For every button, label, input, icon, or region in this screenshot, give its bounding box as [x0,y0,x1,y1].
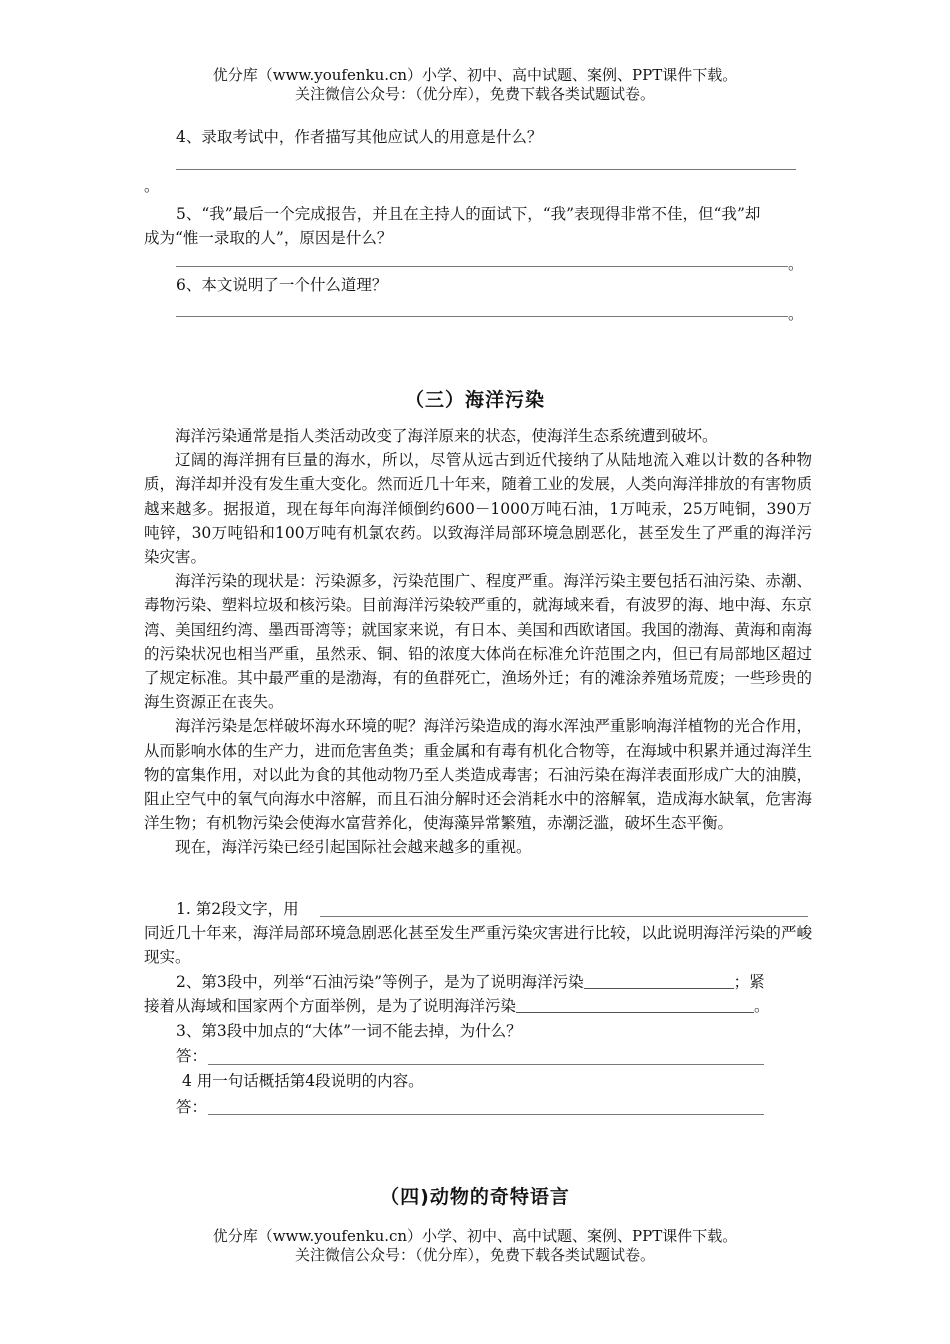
question-6-end-mark: 。 [788,305,804,323]
paragraph: 现在，海洋污染已经引起国际社会越来越多的重视。 [175,838,532,857]
answer-label: 答： [176,1047,208,1065]
question-2-text-c: 接着从海域和国家两个方面举例，是为了说明海洋污染 [144,997,517,1015]
question-2-text-a: 2、第3段中，列举“石油污染”等例子，是为了说明海洋污染 [176,973,584,991]
question-1-prefix: 1. 第2段文字，用 [176,900,299,918]
page-footer-line1: 优分库（www.youfenku.cn）小学、初中、高中试题、案例、PPT课件下载。 [212,1227,738,1245]
page-footer-line2: 关注微信公众号：（优分库），免费下载各类试题试卷。 [294,1246,655,1264]
answer-line [176,316,788,317]
answer-blank [320,916,808,917]
paragraph: 海洋污染是怎样破坏海水环境的呢？海洋污染造成的海水浑浊严重影响海洋植物的光合作用，从而影响水体的生产力，进而危害鱼类；重金属和有毒有机化合物等，在海域中积累并通过海洋生物的富集作用，对以此为食的其他动物乃至人类造成毒害；石油污染在海洋表面形成广大的油膜，阻止空气中的氧气向海水中溶解，而且石油分解时还会消耗水中的溶解氧，造成海水缺氧，危害海洋生物；有机物污染会使海水富营养化，使海藻异常繁殖，赤潮泛滥，破坏生态平衡。 [144,717,812,833]
question-6: 6、本文说明了一个什么道理？ [176,276,388,294]
question-2-line2 [144,995,770,1017]
section-title: （三）海洋污染 [404,389,545,411]
question-1-rest: 同近几十年来，海洋局部环境急剧恶化甚至发生严重污染灾害进行比较，以此说明海洋污染的严峻现实。 [144,924,812,967]
answer-line [208,1064,764,1065]
question-1-continuation [144,921,812,969]
question-5-line1: 5、“我”最后一个完成报告，并且在主持人的面试下，“我”表现得非常不佳，但“我”却 [176,205,761,223]
paragraph: 海洋污染的现状是：污染源多，污染范围广、程度严重。海洋污染主要包括石油污染、赤潮、毒物污染、塑料垃圾和核污染。目前海洋污染较严重的，就海域来看，有波罗的海、地中海、东京湾、美国纽约湾、墨西哥湾等；就国家来说，有日本、美国和西欧诸国。我国的渤海、黄海和南海的污染状况也相当严重，虽然汞、铜、铅的浓度大体尚在标准允许范围之内，但已有局部地区超过了规定标准。其中最严重的是渤海，有的鱼群死亡，渔场外迁；有的滩涂养殖场荒废；一些珍贵的海生资源正在丧失。 [144,572,812,712]
page-header-line1: 优分库（www.youfenku.cn）小学、初中、高中试题、案例、PPT课件下载。 [212,66,738,84]
question-2-line1 [176,971,765,993]
answer-line [208,1114,764,1115]
question-2-text-b: ；紧 [733,973,765,991]
answer-label: 答： [176,1098,208,1116]
question-4-end-mark: 。 [144,177,160,195]
page-header-line2: 关注微信公众号：（优分库），免费下载各类试题试卷。 [294,85,655,103]
question-3: 3、第3段中加点的“大体”一词不能去掉，为什么？ [176,1022,522,1040]
answer-blank [516,997,754,1013]
question-5-line2: 成为“惟一录取的人”，原因是什么？ [144,229,393,247]
paragraph: 海洋污染通常是指人类活动改变了海洋原来的状态，使海洋生态系统遭到破坏。 [175,427,718,445]
answer-blank [584,973,734,989]
question-4: 4 用一句话概括第4段说明的内容。 [182,1072,424,1090]
question-2-end-mark: 。 [754,997,770,1015]
article-body [144,424,812,860]
answer-line [176,169,796,170]
question-5-end-mark: 。 [788,255,804,273]
paragraph: 辽阔的海洋拥有巨量的海水，所以，尽管从远古到近代接纳了从陆地流入难以计数的各种物质，海洋却并没有发生重大变化。然而近几十年来，随着工业的发展，人类向海洋排放的有害物质越来越多。据报道，现在每年向海洋倾倒约600－1000万吨石油，1万吨汞，25万吨铜，390万吨锌，30万吨铅和100万吨有机氯农药。以致海洋局部环境急剧恶化，甚至发生了严重的海洋污染灾害。 [144,451,812,567]
section-title: （四)动物的奇特语言 [380,1186,570,1208]
answer-line [176,266,788,267]
question-4: 4、录取考试中，作者描写其他应试人的用意是什么？ [176,128,543,146]
